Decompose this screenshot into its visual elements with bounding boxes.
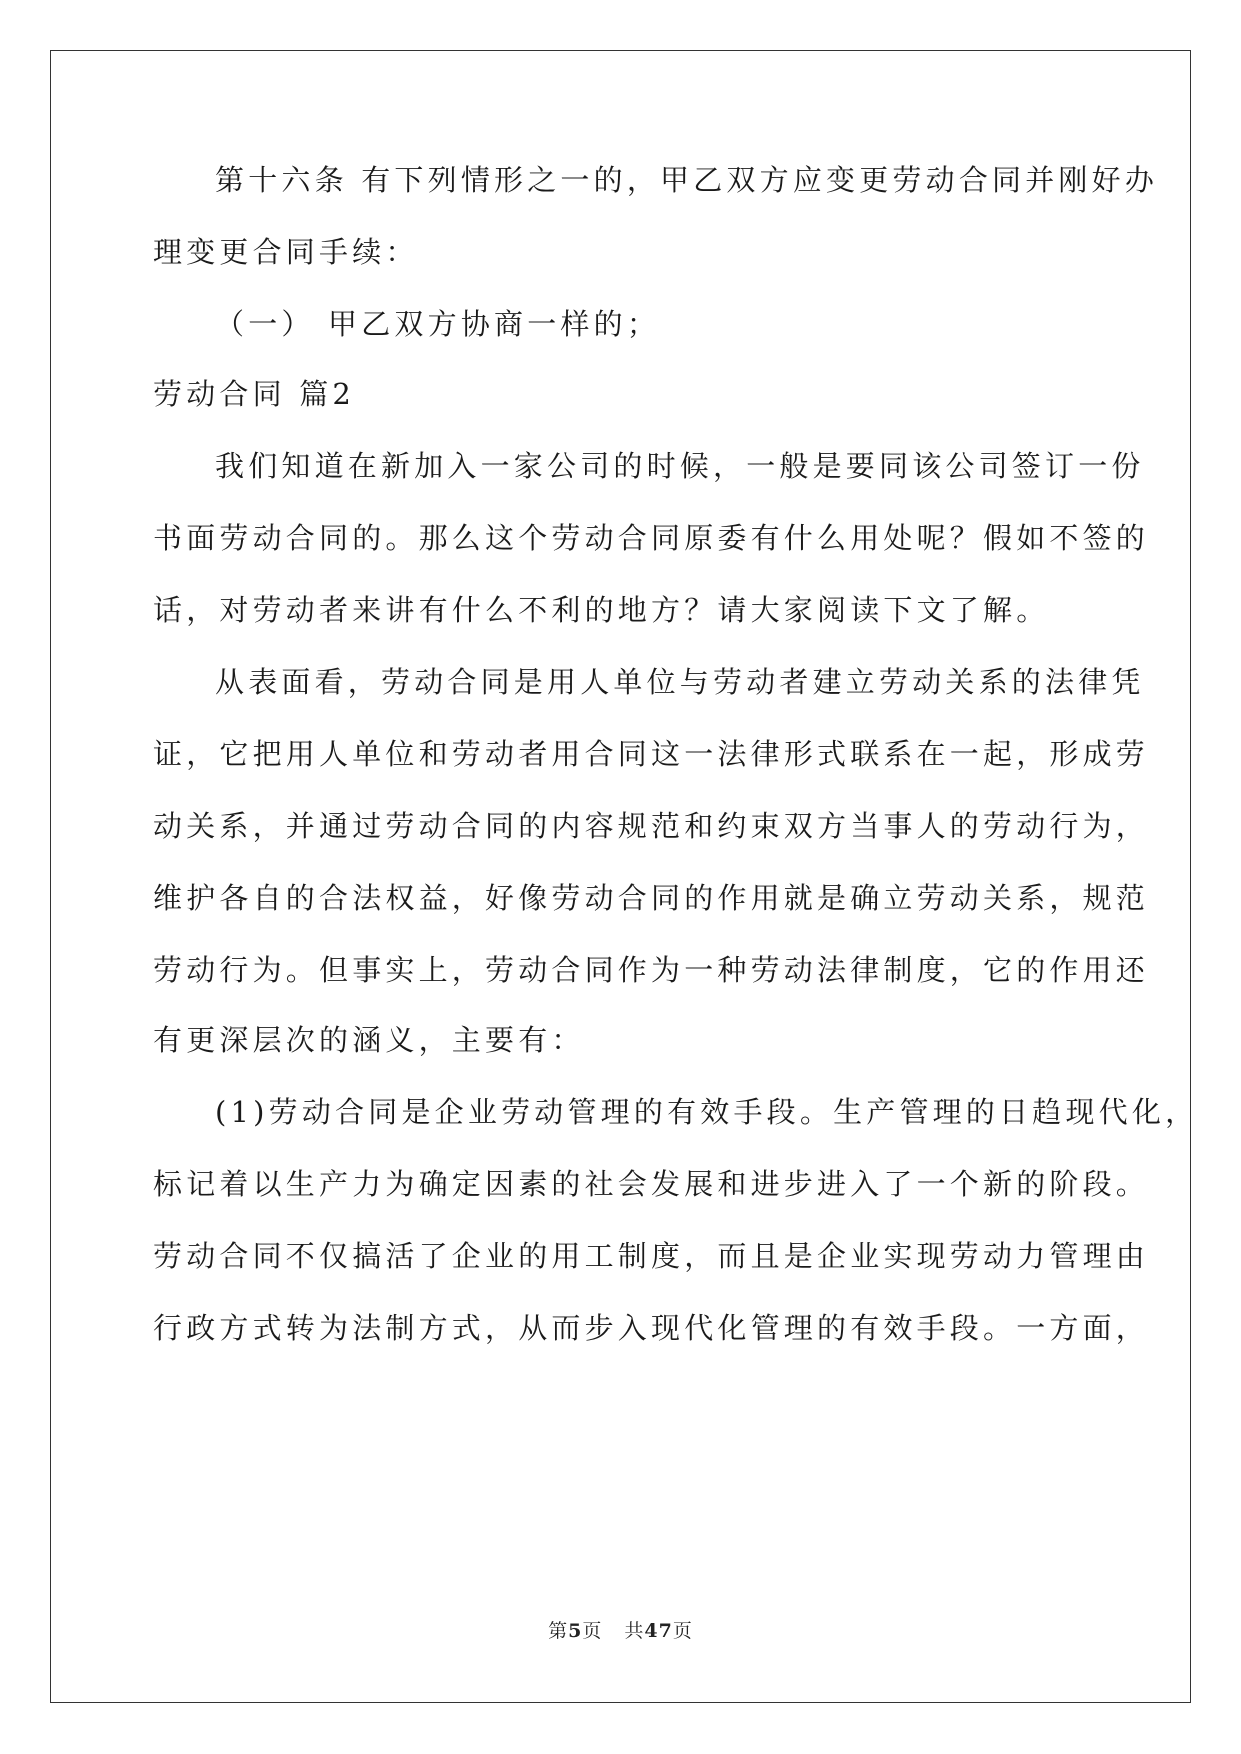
paragraph-line: 我们知道在新加入一家公司的时候，一般是要同该公司签订一份 <box>215 449 1145 483</box>
list-item-line: （一） 甲乙双方协商一样的； <box>215 307 661 341</box>
paragraph-line: 标记着以生产力为确定因素的社会发展和进步进入了一个新的阶段。 <box>153 1167 1150 1201</box>
paragraph-line: 劳动行为。但事实上，劳动合同作为一种劳动法律制度，它的作用还 <box>153 953 1150 987</box>
paragraph-line: 第十六条 有下列情形之一的，甲乙双方应变更劳动合同并刚好办 <box>215 163 1159 197</box>
paragraph-line: 从表面看，劳动合同是用人单位与劳动者建立劳动关系的法律凭 <box>215 665 1145 699</box>
paragraph-line: 维护各自的合法权益，好像劳动合同的作用就是确立劳动关系，规范 <box>153 881 1150 915</box>
page-footer <box>0 1616 1241 1643</box>
paragraph-line: 证，它把用人单位和劳动者用合同这一法律形式联系在一起，形成劳 <box>153 737 1150 771</box>
paragraph-line: 话，对劳动者来讲有什么不利的地方？请大家阅读下文了解。 <box>153 593 1050 627</box>
page-border <box>50 50 1191 1703</box>
page-prefix: 第 <box>548 1620 569 1642</box>
total-suffix: 页 <box>672 1620 693 1642</box>
paragraph-line: (1)劳动合同是企业劳动管理的有效手段。生产管理的日趋现代化， <box>215 1095 1199 1129</box>
total-pages: 47 <box>644 1620 673 1642</box>
paragraph-line: 书面劳动合同的。那么这个劳动合同原委有什么用处呢？假如不签的 <box>153 521 1150 555</box>
page-suffix: 页 <box>582 1620 603 1642</box>
paragraph-line: 动关系，并通过劳动合同的内容规范和约束双方当事人的劳动行为， <box>153 809 1150 843</box>
paragraph-line: 行政方式转为法制方式，从而步入现代化管理的有效手段。一方面， <box>153 1311 1150 1345</box>
section-heading: 劳动合同 篇2 <box>153 377 356 411</box>
paragraph-line: 有更深层次的涵义，主要有： <box>153 1023 585 1057</box>
paragraph-line: 理变更合同手续： <box>153 235 419 269</box>
total-prefix: 共 <box>624 1620 645 1642</box>
paragraph-line: 劳动合同不仅搞活了企业的用工制度，而且是企业实现劳动力管理由 <box>153 1239 1150 1273</box>
page-number: 5 <box>568 1620 583 1642</box>
